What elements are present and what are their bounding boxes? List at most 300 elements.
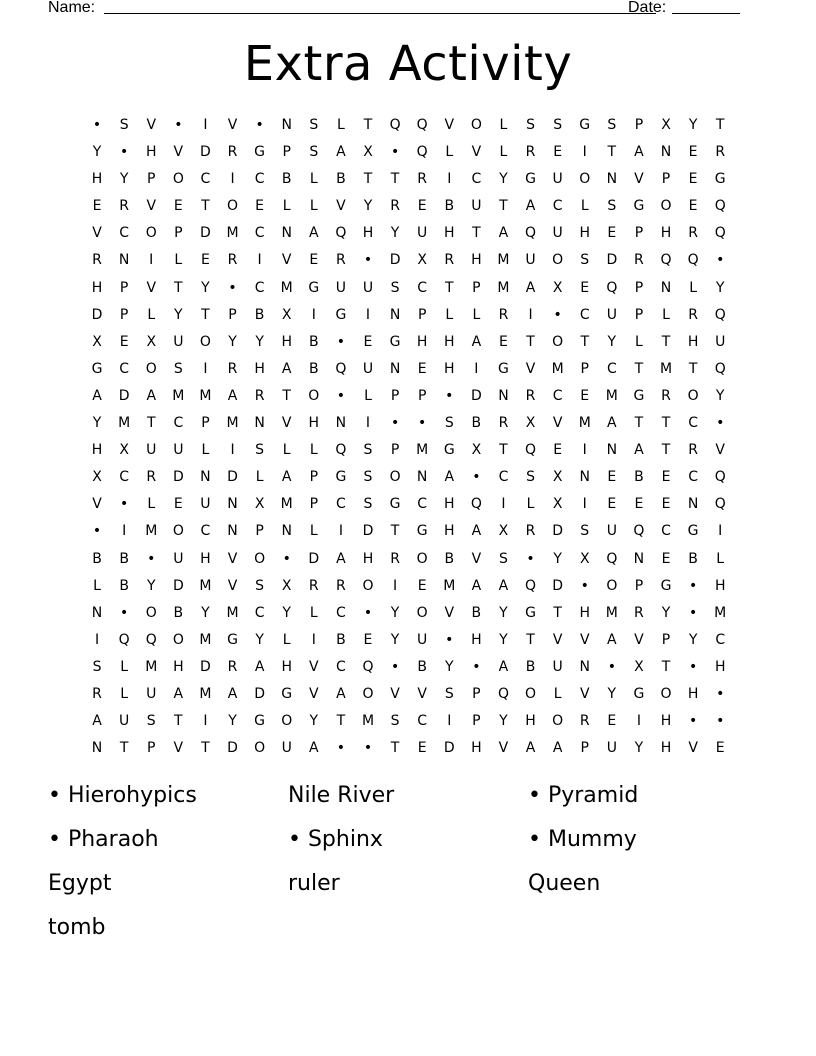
- grid-letter[interactable]: Y: [499, 604, 509, 621]
- grid-letter[interactable]: •: [688, 658, 699, 675]
- grid-letter[interactable]: B: [471, 604, 483, 621]
- grid-letter[interactable]: E: [173, 496, 184, 513]
- grid-letter[interactable]: O: [172, 523, 185, 540]
- grid-letter[interactable]: •: [363, 252, 374, 269]
- grid-letter[interactable]: X: [146, 333, 158, 350]
- grid-letter[interactable]: Q: [416, 144, 429, 161]
- grid-letter[interactable]: C: [254, 604, 266, 621]
- grid-letter[interactable]: M: [118, 415, 132, 432]
- grid-letter[interactable]: Q: [525, 442, 538, 459]
- grid-letter[interactable]: P: [417, 306, 428, 323]
- grid-letter[interactable]: H: [714, 577, 727, 594]
- grid-letter[interactable]: L: [282, 631, 292, 648]
- grid-letter[interactable]: V: [634, 171, 645, 188]
- grid-letter[interactable]: D: [470, 387, 483, 404]
- grid-letter[interactable]: T: [390, 523, 401, 540]
- grid-letter[interactable]: M: [551, 360, 565, 377]
- grid-letter[interactable]: •: [120, 604, 130, 621]
- grid-letter[interactable]: E: [200, 252, 211, 269]
- grid-letter[interactable]: M: [361, 713, 376, 730]
- grid-letter[interactable]: Q: [470, 496, 483, 513]
- grid-letter[interactable]: B: [336, 631, 347, 648]
- grid-letter[interactable]: E: [92, 198, 103, 215]
- grid-letter[interactable]: G: [443, 442, 456, 459]
- grid-letter[interactable]: C: [200, 523, 212, 540]
- grid-letter[interactable]: V: [715, 442, 726, 459]
- grid-letter[interactable]: B: [119, 550, 130, 567]
- grid-letter[interactable]: S: [580, 252, 591, 269]
- grid-letter[interactable]: C: [417, 496, 429, 513]
- grid-letter[interactable]: E: [417, 198, 428, 215]
- grid-letter[interactable]: D: [200, 225, 212, 242]
- grid-letter[interactable]: B: [308, 360, 320, 377]
- grid-letter[interactable]: P: [309, 469, 320, 486]
- grid-letter[interactable]: •: [553, 306, 563, 323]
- grid-letter[interactable]: E: [715, 740, 726, 757]
- grid-letter[interactable]: A: [552, 740, 564, 757]
- grid-letter[interactable]: G: [254, 713, 267, 730]
- grid-letter[interactable]: X: [363, 144, 374, 161]
- grid-letter[interactable]: R: [336, 252, 347, 269]
- grid-letter[interactable]: P: [634, 225, 645, 242]
- grid-letter[interactable]: A: [498, 577, 510, 594]
- grid-letter[interactable]: B: [444, 550, 456, 567]
- grid-letter[interactable]: T: [634, 360, 645, 377]
- grid-letter[interactable]: U: [362, 360, 375, 377]
- grid-letter[interactable]: A: [173, 685, 185, 702]
- grid-letter[interactable]: S: [580, 523, 591, 540]
- grid-letter[interactable]: U: [552, 658, 564, 675]
- grid-letter[interactable]: L: [499, 117, 509, 133]
- grid-letter[interactable]: H: [687, 685, 700, 702]
- grid-letter[interactable]: Q: [335, 442, 348, 459]
- grid-letter[interactable]: Y: [146, 577, 157, 594]
- grid-letter[interactable]: P: [472, 713, 482, 730]
- grid-letter[interactable]: V: [281, 415, 293, 432]
- grid-letter[interactable]: E: [309, 252, 320, 269]
- grid-letter[interactable]: S: [363, 442, 374, 459]
- grid-letter[interactable]: E: [580, 279, 591, 296]
- grid-letter[interactable]: Y: [499, 631, 509, 648]
- grid-letter[interactable]: H: [660, 713, 673, 730]
- grid-letter[interactable]: S: [390, 713, 401, 730]
- grid-letter[interactable]: Y: [688, 631, 699, 648]
- grid-letter[interactable]: P: [472, 279, 482, 296]
- grid-letter[interactable]: I: [311, 631, 317, 648]
- grid-letter[interactable]: •: [255, 117, 265, 133]
- grid-letter[interactable]: G: [281, 685, 294, 702]
- grid-letter[interactable]: Q: [389, 117, 402, 133]
- grid-letter[interactable]: C: [254, 225, 266, 242]
- grid-letter[interactable]: G: [389, 496, 402, 513]
- grid-letter[interactable]: P: [147, 740, 157, 757]
- grid-letter[interactable]: T: [661, 442, 672, 459]
- grid-letter[interactable]: N: [281, 523, 293, 540]
- grid-letter[interactable]: H: [660, 225, 673, 242]
- grid-letter[interactable]: R: [634, 252, 645, 269]
- grid-letter[interactable]: V: [471, 550, 483, 567]
- grid-letter[interactable]: R: [498, 306, 510, 323]
- grid-letter[interactable]: L: [309, 604, 319, 621]
- grid-letter[interactable]: I: [447, 171, 453, 188]
- grid-letter[interactable]: M: [280, 279, 294, 296]
- grid-letter[interactable]: A: [607, 415, 618, 432]
- grid-letter[interactable]: H: [308, 415, 321, 432]
- grid-letter[interactable]: I: [474, 360, 480, 377]
- grid-letter[interactable]: •: [147, 550, 157, 567]
- grid-letter[interactable]: S: [607, 117, 618, 133]
- grid-letter[interactable]: C: [336, 496, 347, 513]
- grid-letter[interactable]: T: [499, 442, 509, 459]
- grid-letter[interactable]: N: [254, 415, 266, 432]
- grid-letter[interactable]: N: [389, 306, 402, 323]
- grid-letter[interactable]: R: [661, 387, 672, 404]
- grid-letter[interactable]: R: [390, 198, 401, 215]
- grid-letter[interactable]: O: [470, 117, 483, 133]
- grid-letter[interactable]: B: [688, 550, 699, 567]
- grid-letter[interactable]: I: [94, 631, 101, 648]
- name-blank-line[interactable]: [104, 13, 656, 14]
- grid-letter[interactable]: R: [227, 360, 239, 377]
- grid-letter[interactable]: L: [716, 550, 726, 567]
- grid-letter[interactable]: R: [525, 523, 537, 540]
- grid-letter[interactable]: C: [417, 713, 429, 730]
- grid-letter[interactable]: E: [634, 496, 645, 513]
- grid-letter[interactable]: E: [688, 144, 699, 161]
- grid-letter[interactable]: O: [308, 387, 321, 404]
- grid-letter[interactable]: N: [633, 550, 646, 567]
- grid-letter[interactable]: A: [634, 442, 645, 459]
- grid-letter[interactable]: E: [363, 333, 374, 350]
- grid-letter[interactable]: R: [227, 144, 239, 161]
- grid-letter[interactable]: L: [445, 144, 455, 161]
- grid-letter[interactable]: B: [336, 171, 347, 188]
- grid-letter[interactable]: M: [497, 279, 511, 296]
- grid-letter[interactable]: I: [257, 252, 263, 269]
- grid-letter[interactable]: •: [688, 713, 699, 730]
- grid-letter[interactable]: R: [444, 252, 456, 269]
- grid-letter[interactable]: C: [336, 658, 347, 675]
- grid-letter[interactable]: E: [688, 171, 699, 188]
- grid-letter[interactable]: E: [661, 550, 672, 567]
- grid-letter[interactable]: S: [444, 415, 455, 432]
- grid-letter[interactable]: P: [472, 685, 482, 702]
- grid-letter[interactable]: R: [336, 577, 347, 594]
- grid-letter[interactable]: P: [228, 306, 238, 323]
- grid-letter[interactable]: M: [226, 415, 240, 432]
- grid-letter[interactable]: H: [281, 658, 293, 675]
- grid-letter[interactable]: O: [416, 550, 429, 567]
- grid-letter[interactable]: •: [607, 658, 617, 675]
- grid-letter[interactable]: T: [607, 144, 618, 161]
- grid-letter[interactable]: P: [119, 279, 130, 296]
- grid-letter[interactable]: Y: [661, 604, 672, 621]
- grid-letter[interactable]: V: [146, 279, 158, 296]
- grid-letter[interactable]: M: [605, 387, 619, 404]
- grid-letter[interactable]: T: [336, 713, 347, 730]
- grid-letter[interactable]: Q: [525, 577, 538, 594]
- grid-letter[interactable]: S: [92, 658, 103, 675]
- grid-letter[interactable]: R: [688, 225, 699, 242]
- grid-letter[interactable]: A: [227, 685, 239, 702]
- grid-letter[interactable]: G: [714, 171, 727, 188]
- grid-letter[interactable]: R: [525, 144, 537, 161]
- grid-letter[interactable]: Q: [714, 306, 727, 323]
- grid-letter[interactable]: H: [362, 225, 375, 242]
- grid-letter[interactable]: Q: [714, 469, 727, 486]
- grid-letter[interactable]: S: [119, 117, 130, 133]
- grid-letter[interactable]: Y: [688, 117, 699, 133]
- grid-letter[interactable]: I: [528, 306, 534, 323]
- grid-letter[interactable]: •: [228, 279, 238, 296]
- grid-letter[interactable]: S: [526, 117, 536, 133]
- grid-letter[interactable]: Y: [499, 713, 509, 730]
- grid-letter[interactable]: E: [688, 198, 699, 215]
- grid-letter[interactable]: Q: [525, 225, 538, 242]
- grid-letter[interactable]: V: [390, 685, 401, 702]
- grid-letter[interactable]: T: [119, 740, 130, 757]
- grid-letter[interactable]: L: [662, 306, 671, 323]
- grid-letter[interactable]: E: [553, 442, 564, 459]
- grid-letter[interactable]: Q: [416, 117, 429, 133]
- grid-letter[interactable]: P: [634, 117, 645, 133]
- grid-letter[interactable]: X: [579, 550, 591, 567]
- grid-letter[interactable]: Q: [497, 685, 510, 702]
- grid-letter[interactable]: Y: [715, 387, 726, 404]
- grid-letter[interactable]: A: [634, 144, 645, 161]
- grid-letter[interactable]: E: [173, 198, 184, 215]
- grid-letter[interactable]: D: [200, 144, 212, 161]
- grid-letter[interactable]: I: [122, 523, 128, 540]
- grid-letter[interactable]: O: [254, 740, 267, 757]
- grid-letter[interactable]: B: [173, 604, 185, 621]
- grid-letter[interactable]: B: [417, 658, 428, 675]
- grid-letter[interactable]: Y: [255, 333, 265, 350]
- grid-letter[interactable]: U: [362, 279, 375, 296]
- grid-letter[interactable]: N: [200, 469, 212, 486]
- grid-letter[interactable]: H: [579, 225, 591, 242]
- grid-letter[interactable]: V: [579, 685, 591, 702]
- grid-letter[interactable]: P: [417, 387, 428, 404]
- grid-letter[interactable]: C: [119, 469, 131, 486]
- grid-letter[interactable]: I: [718, 523, 724, 540]
- grid-letter[interactable]: O: [660, 685, 673, 702]
- grid-letter[interactable]: Y: [390, 631, 401, 648]
- grid-letter[interactable]: L: [472, 306, 482, 323]
- grid-letter[interactable]: I: [338, 523, 344, 540]
- grid-letter[interactable]: •: [282, 550, 292, 567]
- grid-letter[interactable]: L: [526, 496, 536, 513]
- grid-letter[interactable]: R: [634, 604, 645, 621]
- grid-letter[interactable]: L: [282, 442, 292, 459]
- grid-letter[interactable]: C: [471, 171, 483, 188]
- grid-letter[interactable]: T: [715, 117, 726, 133]
- grid-letter[interactable]: D: [91, 306, 104, 323]
- grid-letter[interactable]: H: [687, 333, 700, 350]
- grid-letter[interactable]: O: [606, 577, 619, 594]
- grid-letter[interactable]: P: [634, 279, 645, 296]
- grid-letter[interactable]: U: [552, 225, 564, 242]
- grid-letter[interactable]: L: [309, 198, 319, 215]
- grid-letter[interactable]: S: [173, 360, 184, 377]
- grid-letter[interactable]: Q: [714, 496, 727, 513]
- grid-letter[interactable]: S: [553, 117, 564, 133]
- grid-letter[interactable]: C: [552, 198, 564, 215]
- grid-letter[interactable]: E: [363, 631, 374, 648]
- grid-letter[interactable]: M: [199, 685, 213, 702]
- grid-letter[interactable]: U: [146, 685, 158, 702]
- grid-letter[interactable]: U: [606, 740, 618, 757]
- grid-letter[interactable]: R: [688, 442, 699, 459]
- grid-letter[interactable]: Q: [714, 360, 727, 377]
- grid-letter[interactable]: L: [689, 279, 699, 296]
- grid-letter[interactable]: R: [498, 415, 510, 432]
- grid-letter[interactable]: D: [362, 523, 375, 540]
- grid-letter[interactable]: •: [120, 496, 130, 513]
- grid-letter[interactable]: V: [579, 631, 591, 648]
- grid-letter[interactable]: P: [580, 740, 590, 757]
- grid-letter[interactable]: V: [634, 631, 645, 648]
- grid-letter[interactable]: •: [716, 713, 726, 730]
- grid-letter[interactable]: X: [119, 442, 130, 459]
- grid-letter[interactable]: H: [281, 333, 293, 350]
- grid-letter[interactable]: O: [145, 604, 158, 621]
- grid-letter[interactable]: O: [172, 171, 185, 188]
- grid-letter[interactable]: H: [444, 360, 456, 377]
- grid-letter[interactable]: I: [582, 442, 588, 459]
- grid-letter[interactable]: S: [390, 279, 401, 296]
- grid-letter[interactable]: R: [146, 469, 158, 486]
- grid-letter[interactable]: •: [363, 740, 374, 757]
- grid-letter[interactable]: L: [635, 333, 644, 350]
- grid-letter[interactable]: D: [118, 387, 131, 404]
- grid-letter[interactable]: T: [174, 713, 184, 730]
- grid-letter[interactable]: N: [227, 523, 239, 540]
- grid-letter[interactable]: L: [336, 117, 346, 133]
- grid-letter[interactable]: N: [498, 387, 510, 404]
- grid-letter[interactable]: H: [471, 740, 483, 757]
- grid-letter[interactable]: G: [525, 604, 537, 621]
- grid-letter[interactable]: Q: [714, 225, 727, 242]
- grid-letter[interactable]: G: [579, 117, 592, 133]
- grid-letter[interactable]: Y: [174, 306, 184, 323]
- grid-letter[interactable]: B: [308, 333, 320, 350]
- grid-letter[interactable]: H: [525, 713, 537, 730]
- grid-letter[interactable]: Y: [201, 604, 211, 621]
- grid-letter[interactable]: O: [199, 333, 212, 350]
- grid-letter[interactable]: M: [578, 415, 592, 432]
- grid-letter[interactable]: M: [172, 387, 186, 404]
- grid-letter[interactable]: X: [92, 333, 103, 350]
- grid-letter[interactable]: R: [525, 387, 537, 404]
- grid-letter[interactable]: L: [120, 658, 130, 675]
- grid-letter[interactable]: E: [119, 333, 130, 350]
- grid-letter[interactable]: R: [119, 198, 130, 215]
- grid-letter[interactable]: Y: [499, 171, 509, 188]
- grid-letter[interactable]: C: [579, 306, 591, 323]
- grid-letter[interactable]: T: [580, 333, 591, 350]
- grid-letter[interactable]: X: [417, 252, 428, 269]
- grid-letter[interactable]: •: [580, 577, 590, 594]
- grid-letter[interactable]: V: [173, 740, 185, 757]
- grid-letter[interactable]: I: [230, 171, 236, 188]
- grid-letter[interactable]: C: [417, 279, 429, 296]
- grid-letter[interactable]: M: [226, 225, 240, 242]
- grid-letter[interactable]: H: [579, 604, 591, 621]
- grid-letter[interactable]: L: [147, 496, 157, 513]
- grid-letter[interactable]: E: [607, 713, 618, 730]
- grid-letter[interactable]: D: [308, 550, 321, 567]
- grid-letter[interactable]: B: [281, 171, 293, 188]
- grid-letter[interactable]: G: [416, 523, 429, 540]
- grid-letter[interactable]: X: [92, 469, 103, 486]
- grid-letter[interactable]: D: [254, 685, 266, 702]
- grid-letter[interactable]: U: [471, 198, 483, 215]
- grid-letter[interactable]: U: [417, 225, 429, 242]
- grid-letter[interactable]: Q: [118, 631, 131, 648]
- grid-letter[interactable]: N: [579, 658, 591, 675]
- grid-letter[interactable]: X: [525, 415, 537, 432]
- grid-letter[interactable]: X: [281, 577, 293, 594]
- grid-letter[interactable]: V: [227, 117, 239, 133]
- grid-letter[interactable]: E: [607, 496, 618, 513]
- grid-letter[interactable]: D: [172, 577, 185, 594]
- grid-letter[interactable]: Y: [607, 333, 618, 350]
- grid-letter[interactable]: G: [687, 523, 700, 540]
- grid-letter[interactable]: V: [281, 252, 293, 269]
- grid-letter[interactable]: S: [363, 469, 374, 486]
- grid-letter[interactable]: U: [119, 713, 131, 730]
- grid-letter[interactable]: N: [118, 252, 131, 269]
- grid-letter[interactable]: T: [661, 333, 672, 350]
- grid-letter[interactable]: S: [444, 685, 455, 702]
- grid-letter[interactable]: X: [254, 496, 266, 513]
- grid-letter[interactable]: Y: [309, 713, 320, 730]
- grid-letter[interactable]: E: [553, 144, 564, 161]
- grid-letter[interactable]: S: [607, 198, 618, 215]
- grid-letter[interactable]: H: [145, 144, 158, 161]
- grid-letter[interactable]: S: [363, 496, 374, 513]
- grid-letter[interactable]: A: [227, 387, 239, 404]
- grid-letter[interactable]: P: [661, 631, 672, 648]
- grid-letter[interactable]: A: [525, 740, 537, 757]
- grid-letter[interactable]: M: [416, 442, 430, 459]
- grid-letter[interactable]: G: [335, 306, 348, 323]
- grid-letter[interactable]: B: [471, 415, 483, 432]
- grid-letter[interactable]: B: [634, 469, 645, 486]
- grid-letter[interactable]: A: [281, 469, 293, 486]
- grid-letter[interactable]: V: [227, 577, 239, 594]
- grid-letter[interactable]: C: [552, 387, 564, 404]
- grid-letter[interactable]: H: [714, 658, 727, 675]
- grid-letter[interactable]: M: [659, 360, 674, 377]
- grid-letter[interactable]: N: [606, 442, 619, 459]
- grid-letter[interactable]: T: [390, 171, 401, 188]
- grid-letter[interactable]: H: [173, 658, 185, 675]
- grid-letter[interactable]: I: [311, 306, 317, 323]
- grid-letter[interactable]: L: [499, 144, 509, 161]
- grid-letter[interactable]: R: [715, 144, 727, 161]
- grid-letter[interactable]: E: [607, 225, 618, 242]
- grid-letter[interactable]: X: [552, 279, 564, 296]
- grid-letter[interactable]: •: [716, 252, 726, 269]
- grid-letter[interactable]: D: [552, 577, 565, 594]
- grid-letter[interactable]: •: [418, 415, 428, 432]
- grid-letter[interactable]: I: [501, 496, 507, 513]
- grid-letter[interactable]: V: [173, 144, 185, 161]
- date-blank-line[interactable]: [672, 13, 740, 14]
- grid-letter[interactable]: D: [389, 252, 402, 269]
